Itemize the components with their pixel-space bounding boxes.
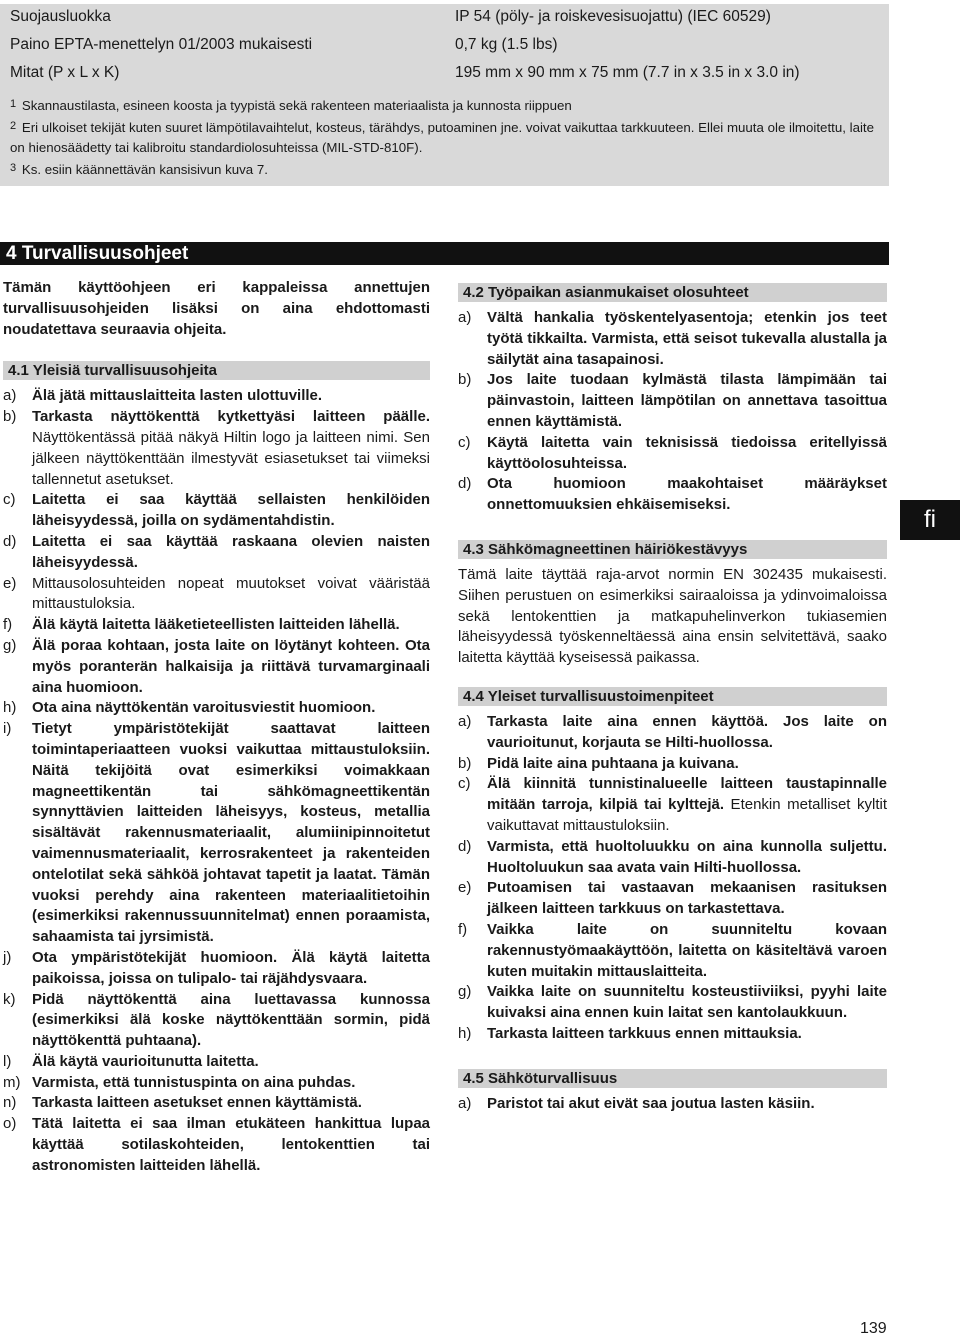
footnotes [0,88,889,186]
list-text-bold: Älä kiinnitä tunnistinalueelle laitteen taustapinnalle mitään tarroja, kilpiä tai kylttejä. [487,775,887,814]
list-item [3,386,430,407]
list-text: Näyttökentässä pitää näkyä Hiltin logo ja laitteen nimi. Sen jälkeen näyttökenttään ilmestyvät esiasetukset tai viimeksi tallennetut asetukset. [32,428,430,488]
list-letter: o) [3,1115,17,1133]
list-text-bold: Vaikka laite on suunniteltu kosteustiiviiksi, pyyhi laite kuivaksi aina ennen kuin laitat sen kantolaukkuun. [487,983,887,1022]
list-text-bold: Pidä laite aina puhtaana ja kuivana. [487,754,739,772]
list-letter: f) [458,920,468,938]
list-4-2 [458,308,887,516]
spec-value: 0,7 kg (1.5 lbs) [455,36,558,53]
spec-label: Suojausluokka [10,8,111,25]
list-item [458,1094,887,1115]
list-letter: l) [3,1052,12,1070]
list-item [3,1073,430,1094]
list-4-4 [458,712,887,1045]
subsection-title-4-4: 4.4 Yleiset turvallisuustoimenpiteet [458,687,887,706]
list-item [3,490,430,532]
list-text-bold: Paristot tai akut eivät saa joutua lasten käsiin. [487,1094,815,1112]
subsection-title-4-2: 4.2 Työpaikan asianmukaiset olosuhteet [458,283,887,302]
list-letter: a) [458,1094,472,1112]
list-text-bold: Laitetta ei saa käyttää sellaisten henkilöiden läheisyydessä, joilla on sydämentahdistin. [32,491,430,530]
list-text-bold: Älä käytä laitetta lääketieteellisten laitteiden lähellä. [32,616,400,634]
list-text: Etenkin metalliset kyltit vaikuttavat mittaustuloksiin. [487,796,887,834]
list-letter: f) [3,616,13,634]
list-item [3,948,430,990]
right-column [458,283,887,1139]
list-item [3,532,430,574]
footnote: $^3$ Ks. esiin käännettävän kansisivun kuva 7. [10,162,268,177]
list-text-bold: Varmista, että tunnistuspinta on aina puhdas. [32,1073,356,1091]
list-letter: a) [3,387,17,405]
language-tab: fi [900,500,960,540]
list-item [458,754,887,775]
list-text-bold: Laitetta ei saa käyttää raskaana olevien naisten läheisyydessä. [32,532,430,571]
list-text-bold: Älä käytä vaurioitunutta laitetta. [32,1052,259,1070]
list-text-bold: Ota ympäristötekijät huomioon. Älä käytä laitetta paikoissa, joissa on tulipalo- tai räjähdysvaara. [32,948,430,987]
page-number: 139 [860,1320,887,1337]
list-item [3,636,430,698]
list-text-bold: Älä jätä mittauslaitteita lasten ulottuville. [32,387,323,405]
subsection-title-4-1: 4.1 Yleisiä turvallisuusohjeita [3,361,430,380]
list-text-bold: Älä poraa kohtaan, josta laite on löytänyt kohteen. Ota myös poranterän halkaisija ja riittävä turvamarginaali aina huomioon. [32,636,430,696]
list-item [3,1052,430,1073]
list-text-bold: Tarkasta laite aina ennen käyttöä. Jos laite on vaurioitunut, korjauta se Hilti-huollossa. [487,712,887,751]
left-column [3,278,430,1201]
list-text-bold: Varmista, että huoltoluukku on aina kunnolla suljettu. Huoltoluukun saa avata vain Hilti-huollossa. [487,837,887,876]
list-item [458,433,887,475]
list-item [458,774,887,836]
list-letter: d) [3,532,17,550]
list-letter: c) [458,775,471,793]
list-letter: b) [458,754,472,772]
list-text: Mittausolosuhteiden nopeat muutokset voivat vääristää mittaustuloksia. [32,574,430,613]
list-letter: d) [458,475,472,493]
list-text-bold: Tarkasta laitteen asetukset ennen käyttämistä. [32,1094,362,1112]
subsection-title-4-5: 4.5 Sähköturvallisuus [458,1069,887,1088]
list-item [458,1024,887,1045]
list-item [458,878,887,920]
list-letter: c) [3,491,16,509]
spec-row [0,32,889,60]
spec-label: Mitat (P x L x K) [10,64,120,81]
list-letter: k) [3,990,16,1008]
list-text-bold: Käytä laitetta vain teknisissä tiedoissa eritellyissä käyttöolosuhteissa. [487,433,887,472]
list-item [3,1093,430,1114]
list-item [3,719,430,948]
list-letter: c) [458,433,471,451]
list-4-5 [458,1094,887,1115]
footnote: $^2$ Eri ulkoiset tekijät kuten suuret lämpötilavaihtelut, kosteus, tärähdys, putoaminen jne. voivat vaikuttaa tarkkuuteen. Ellei muuta ole ilmoitettu, laite on hienosäädetty tai kalibroitu standardiolosuhteissa (MIL-STD-810F). [10,120,875,155]
list-item [458,920,887,982]
list-text-bold: Ota huomioon maakohtaiset määräykset onnettomuuksien ehkäisemiseksi. [487,475,887,514]
spec-value: 195 mm x 90 mm x 75 mm (7.7 in x 3.5 in x 3.0 in) [455,64,800,81]
spec-table [0,4,889,186]
intro-text: Tämän käyttöohjeen eri kappaleissa annettujen turvallisuusohjeiden lisäksi on aina ehdottomasti noudatettava seuraavia ohjeita. [3,279,430,338]
footnote: $^1$ Skannaustilasta, esineen koosta ja tyypistä sekä rakenteen materiaalista ja kunnosta riippuen [10,98,572,113]
emc-text: Tämä laite täyttää raja-arvot normin EN 302435 mukaisesti. Siihen perustuen on esimerkiksi sairaaloissa ja ydinvoimaloissa sekä lentokenttien ja matkapuhelinverkon tukiasemien läheisyydessä työskenneltäessä aina ensin selvitettävä, saako laitetta käyttää kyseisessä paikassa. [458,565,887,667]
list-item [458,982,887,1024]
list-letter: b) [458,371,472,389]
list-letter: e) [3,574,17,592]
list-letter: i) [3,720,12,738]
list-text-bold: Tarkasta laitteen tarkkuus ennen mittauksia. [487,1024,802,1042]
spec-value: IP 54 (pöly- ja roiskevesisuojattu) (IEC 60529) [455,8,771,25]
list-text-bold: Tarkasta näyttökenttä kytkettyäsi laitteen päälle. [32,408,430,426]
list-letter: a) [458,309,472,326]
list-letter: b) [3,408,17,426]
list-item [458,308,887,370]
list-text-bold: Vaikka laite on suunniteltu kovaan rakennustyömaakäyttöön, laitetta on käsiteltävä varoen kuten muitakin mittauslaitteita. [487,920,887,980]
list-letter: j) [3,948,12,966]
list-text-bold: Ota aina näyttökentän varoitusviestit huomioon. [32,699,376,717]
list-item [3,990,430,1052]
list-letter: h) [3,699,17,717]
list-letter: d) [458,837,472,855]
list-4-1 [3,386,430,1176]
list-item [458,370,887,432]
list-item [3,615,430,636]
list-item [458,474,887,516]
spec-row [0,4,889,32]
list-letter: m) [3,1073,21,1091]
list-item [458,837,887,879]
list-text-bold: Tätä laitetta ei saa ilman etukäteen hankittua lupaa käyttää sotilaskohteiden, lentokenttien tai astronomisten laitteiden lähellä. [32,1115,430,1174]
spec-row [0,60,889,88]
list-item [458,712,887,754]
list-letter: n) [3,1094,17,1112]
subsection-title-4-3: 4.3 Sähkömagneettinen häiriökestävyys [458,540,887,559]
list-text-bold: Pidä näyttökenttä aina luettavassa kunnossa (esimerkiksi älä koske näyttökenttään sormin, pidä näyttökenttä puhtaana). [32,990,430,1050]
list-letter: h) [458,1024,472,1042]
section-heading: 4 Turvallisuusohjeet [0,242,889,265]
list-letter: a) [458,712,472,730]
list-item [3,407,430,490]
list-letter: e) [458,879,472,897]
list-item [3,574,430,616]
list-letter: g) [3,636,17,654]
spec-label: Paino EPTA-menettelyn 01/2003 mukaisesti [10,36,313,53]
list-text-bold: Vältä hankalia työskentelyasentoja; etenkin jos teet työtä tikkailta. Varmista, että seisot tukevalla alustalla ja säilytät aina tasapainosi. [487,309,887,368]
list-item [3,698,430,719]
list-text-bold: Jos laite tuodaan kylmästä tilasta lämpimään tai päinvastoin, laitteen lämpötilan on annettava tasoittua ennen käyttämistä. [487,371,887,430]
list-item [3,1114,430,1176]
list-text-bold: Putoamisen tai vastaavan mekaanisen rasituksen jälkeen laitteen tarkkuus on tarkastettava. [487,879,887,918]
list-letter: g) [458,983,472,1001]
list-text-bold: Tietyt ympäristötekijät saattavat laitteen toimintaperiaatteen vuoksi vaikuttaa mittaustuloksiin. Näitä tekijöitä ovat esimerkiksi voimakkaan magneettikentän tai sähkömagneettikentän synnyttävien laitteiden läheisyys, kosteus, metallia sisältävät rakennusmateriaalit, alumiinipinnoitetut vaimennusmateriaalit, kerrosrakenteet ja rakenteiden ontelotilat sekä sähköä johtavat tapetit ja laatat. Tämän vuoksi perehdy aina rakenteen materiaalitietoihin (esimerkiksi rakennussuunnitelmat) ennen poraamista, sahaamista tai jyrsimistä. [32,720,430,946]
